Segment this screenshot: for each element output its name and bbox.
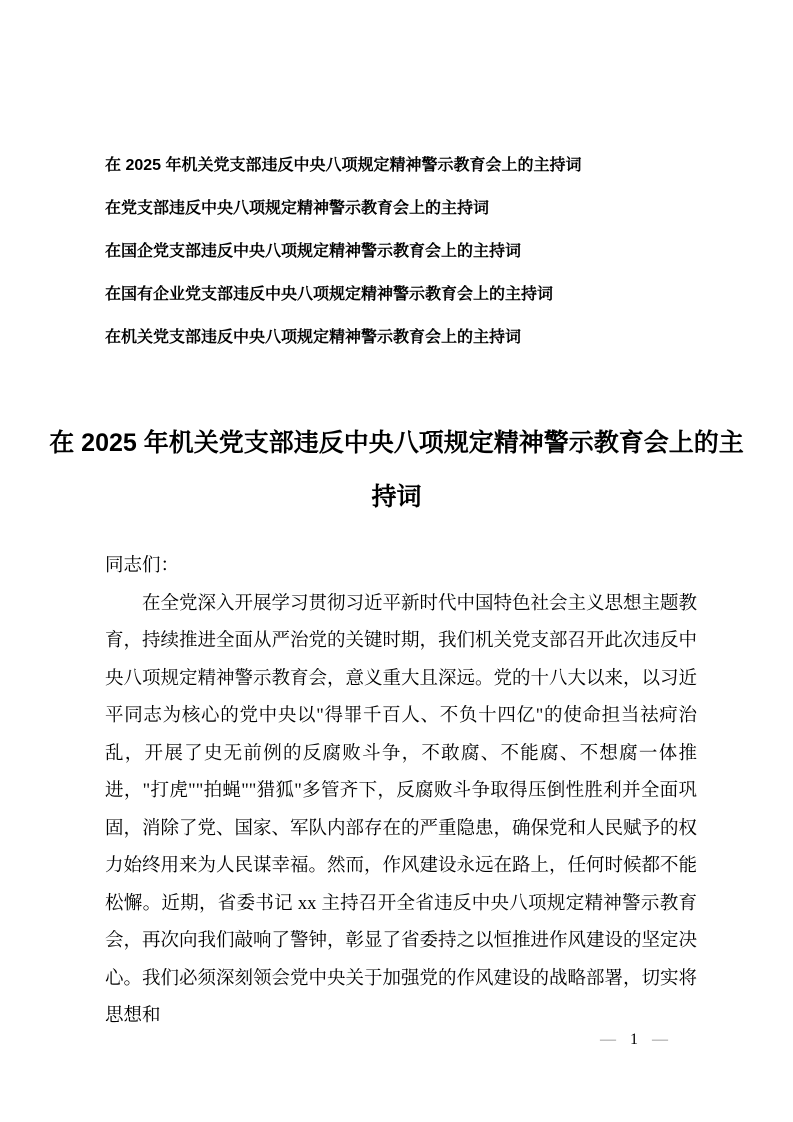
page-number-value: 1 xyxy=(630,1031,638,1048)
salutation: 同志们： xyxy=(105,556,180,576)
page-number xyxy=(600,1030,668,1050)
title-list-item-3: 在国企党支部违反中央八项规定精神警示教育会上的主持词 xyxy=(105,243,522,260)
title-list-item-1: 在 2025 年机关党支部违反中央八项规定精神警示教育会上的主持词 xyxy=(105,157,582,174)
document-heading: 在 2025 年机关党支部违反中央八项规定精神警示教育会上的主持词 xyxy=(49,429,744,511)
title-list-item-5: 在机关党支部违反中央八项规定精神警示教育会上的主持词 xyxy=(105,329,522,346)
page-number-dash-left: — xyxy=(600,1031,616,1048)
title-list-item-4: 在国有企业党支部违反中央八项规定精神警示教育会上的主持词 xyxy=(105,286,554,303)
title-list-item-2: 在党支部违反中央八项规定精神警示教育会上的主持词 xyxy=(105,200,490,217)
page-number-dash-right: — xyxy=(652,1031,668,1048)
title-list xyxy=(105,155,703,370)
document-body xyxy=(105,548,697,1036)
body-paragraph: 在全党深入开展学习贯彻习近平新时代中国特色社会主义思想主题教育，持续推进全面从严治党的关键时期，我们机关党支部召开此次违反中央八项规定精神警示教育会，意义重大且深远。党的十八大以来，以习近平同志为核心的党中央以"得罪千百人、不负十四亿"的使命担当祛疴治乱，开展了史无前例的反腐败斗争，不敢腐、不能腐、不想腐一体推进，"打虎""拍蝇""猎狐"多管齐下，反腐败斗争取得压倒性胜利并全面巩固，消除了党、国家、军队内部存在的严重隐患，确保党和人民赋予的权力始终用来为人民谋幸福。然而，作风建设永远在路上，任何时候都不能松懈。近期，省委书记 xx 主持召开全省违反中央八项规定精神警示教育会，再次向我们敲响了警钟，彰显了省委持之以恒推进作风建设的坚定决心。我们必须深刻领会党中央关于加强党的作风建设的战略部署，切实将思想和 xyxy=(105,593,698,1026)
